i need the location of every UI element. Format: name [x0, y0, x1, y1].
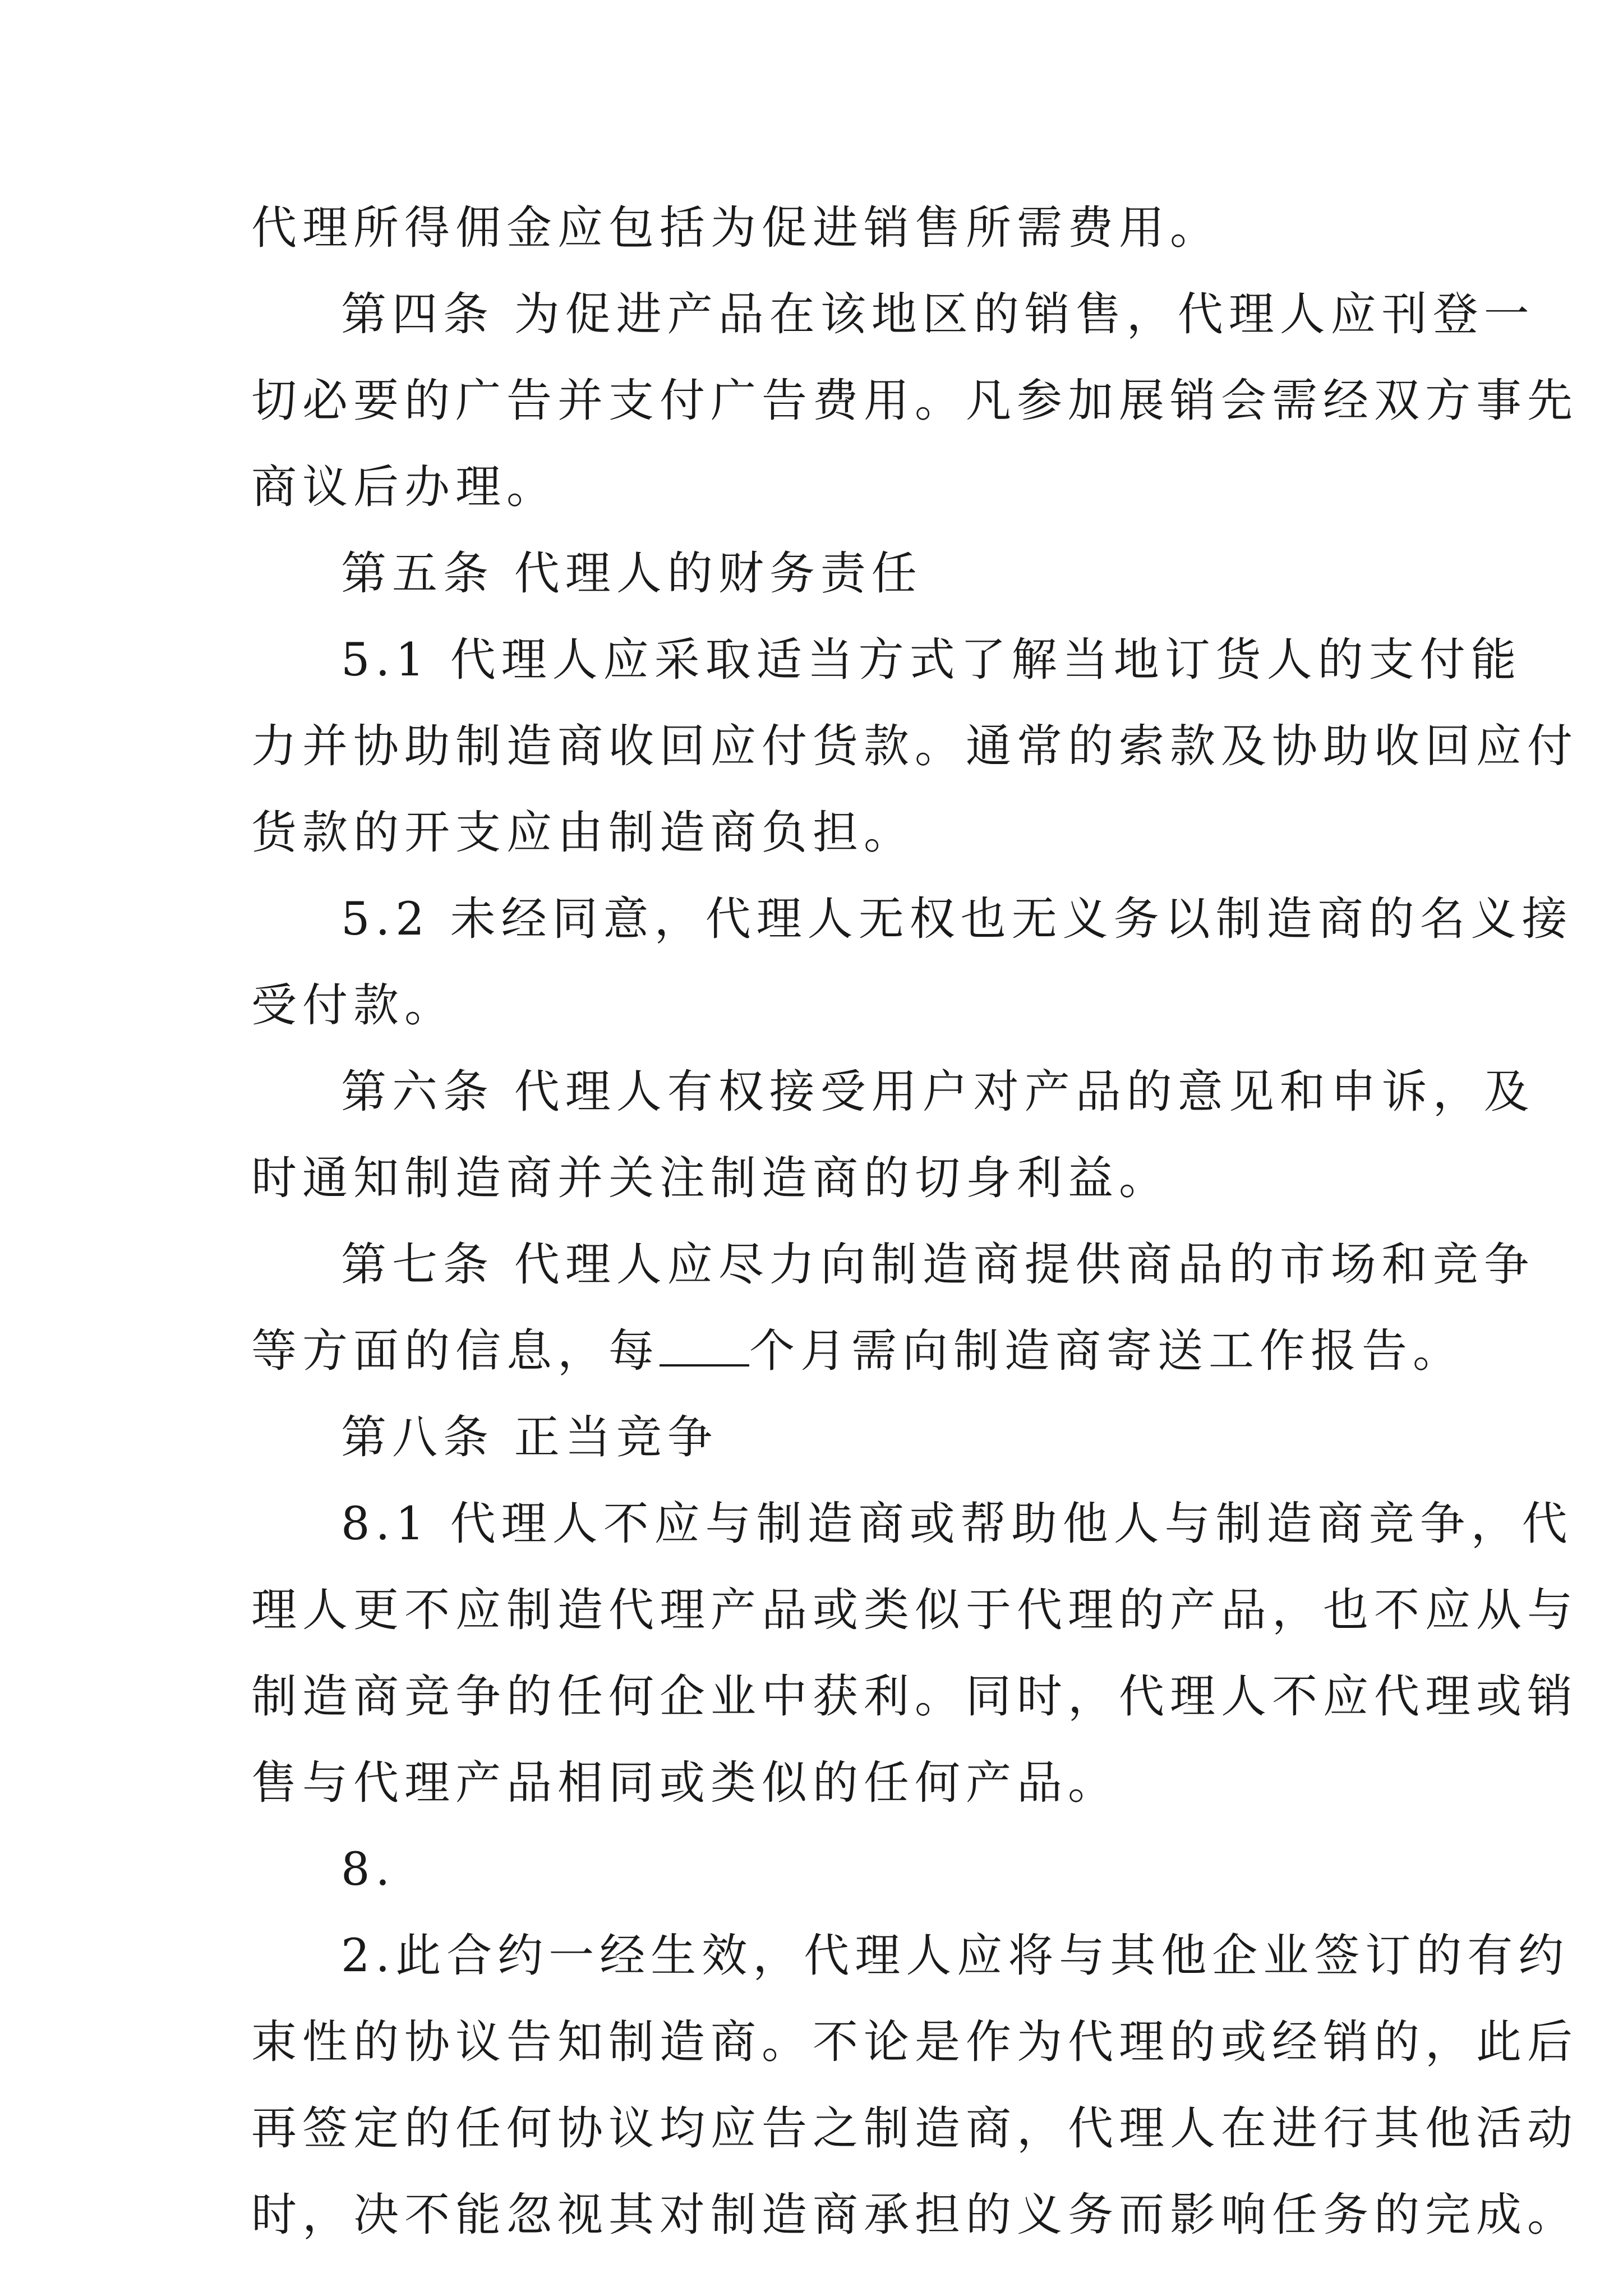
article-7-line-1: 第七条 代理人应尽力向制造商提供商品的市场和竞争	[341, 1239, 1535, 1291]
article-7-text-after-blank: 个月需向制造商寄送工作报告。	[749, 1325, 1464, 1378]
clause-5-1-line-3: 货款的开支应由制造商负担。	[251, 807, 915, 859]
clause-8-2-line-3: 再签定的任何协议均应告之制造商，代理人在进行其他活动	[251, 2102, 1579, 2155]
document-body	[251, 185, 1579, 2258]
article-6-line-2: 时通知制造商并关注制造商的切身利益。	[251, 1152, 1170, 1205]
clause-5-2-line-1: 5.2 未经同意，代理人无权也无义务以制造商的名义接	[341, 893, 1573, 946]
text-line: 代理所得佣金应包括为促进销售所需费用。	[251, 202, 1221, 255]
article-8-heading: 第八条 正当竞争	[341, 1411, 718, 1464]
clause-8-1-line-1: 8.1 代理人不应与制造商或帮助他人与制造商竞争，代	[341, 1498, 1573, 1550]
article-6-line-1: 第六条 代理人有权接受用户对产品的意见和申诉，及	[341, 1066, 1535, 1119]
clause-8-1-line-2: 理人更不应制造代理产品或类似于代理的产品，也不应从与	[251, 1584, 1579, 1637]
clause-8-number: 8.	[341, 1843, 396, 1896]
clause-8-1-line-3: 制造商竞争的任何企业中获利。同时，代理人不应代理或销	[251, 1671, 1579, 1723]
article-4-line-2: 切必要的广告并支付广告费用。凡参加展销会需经双方事先	[251, 375, 1579, 427]
clause-8-2-line-1: 2.此合约一经生效，代理人应将与其他企业签订的有约	[341, 1930, 1570, 1982]
article-4-line-3: 商议后办理。	[251, 461, 558, 514]
article-4-line-1: 第四条 为促进产品在该地区的销售，代理人应刊登一	[341, 288, 1535, 341]
clause-5-2-line-2: 受付款。	[251, 979, 456, 1032]
clause-8-2-line-2: 束性的协议告知制造商。不论是作为代理的或经销的，此后	[251, 2016, 1579, 2069]
clause-8-1-line-4: 售与代理产品相同或类似的任何产品。	[251, 1757, 1119, 1810]
article-5-heading: 第五条 代理人的财务责任	[341, 547, 923, 600]
article-7-text-before-blank: 等方面的信息，每	[251, 1325, 660, 1378]
clause-8-2-line-4: 时，决不能忽视其对制造商承担的义务而影响任务的完成。	[251, 2189, 1579, 2242]
article-7-line-2	[251, 1308, 1464, 1395]
clause-5-1-line-2: 力并协助制造商收回应付货款。通常的索款及协助收回应付	[251, 720, 1579, 773]
clause-5-1-line-1: 5.1 代理人应采取适当方式了解当地订货人的支付能	[341, 634, 1522, 687]
fill-in-blank	[660, 1331, 749, 1366]
